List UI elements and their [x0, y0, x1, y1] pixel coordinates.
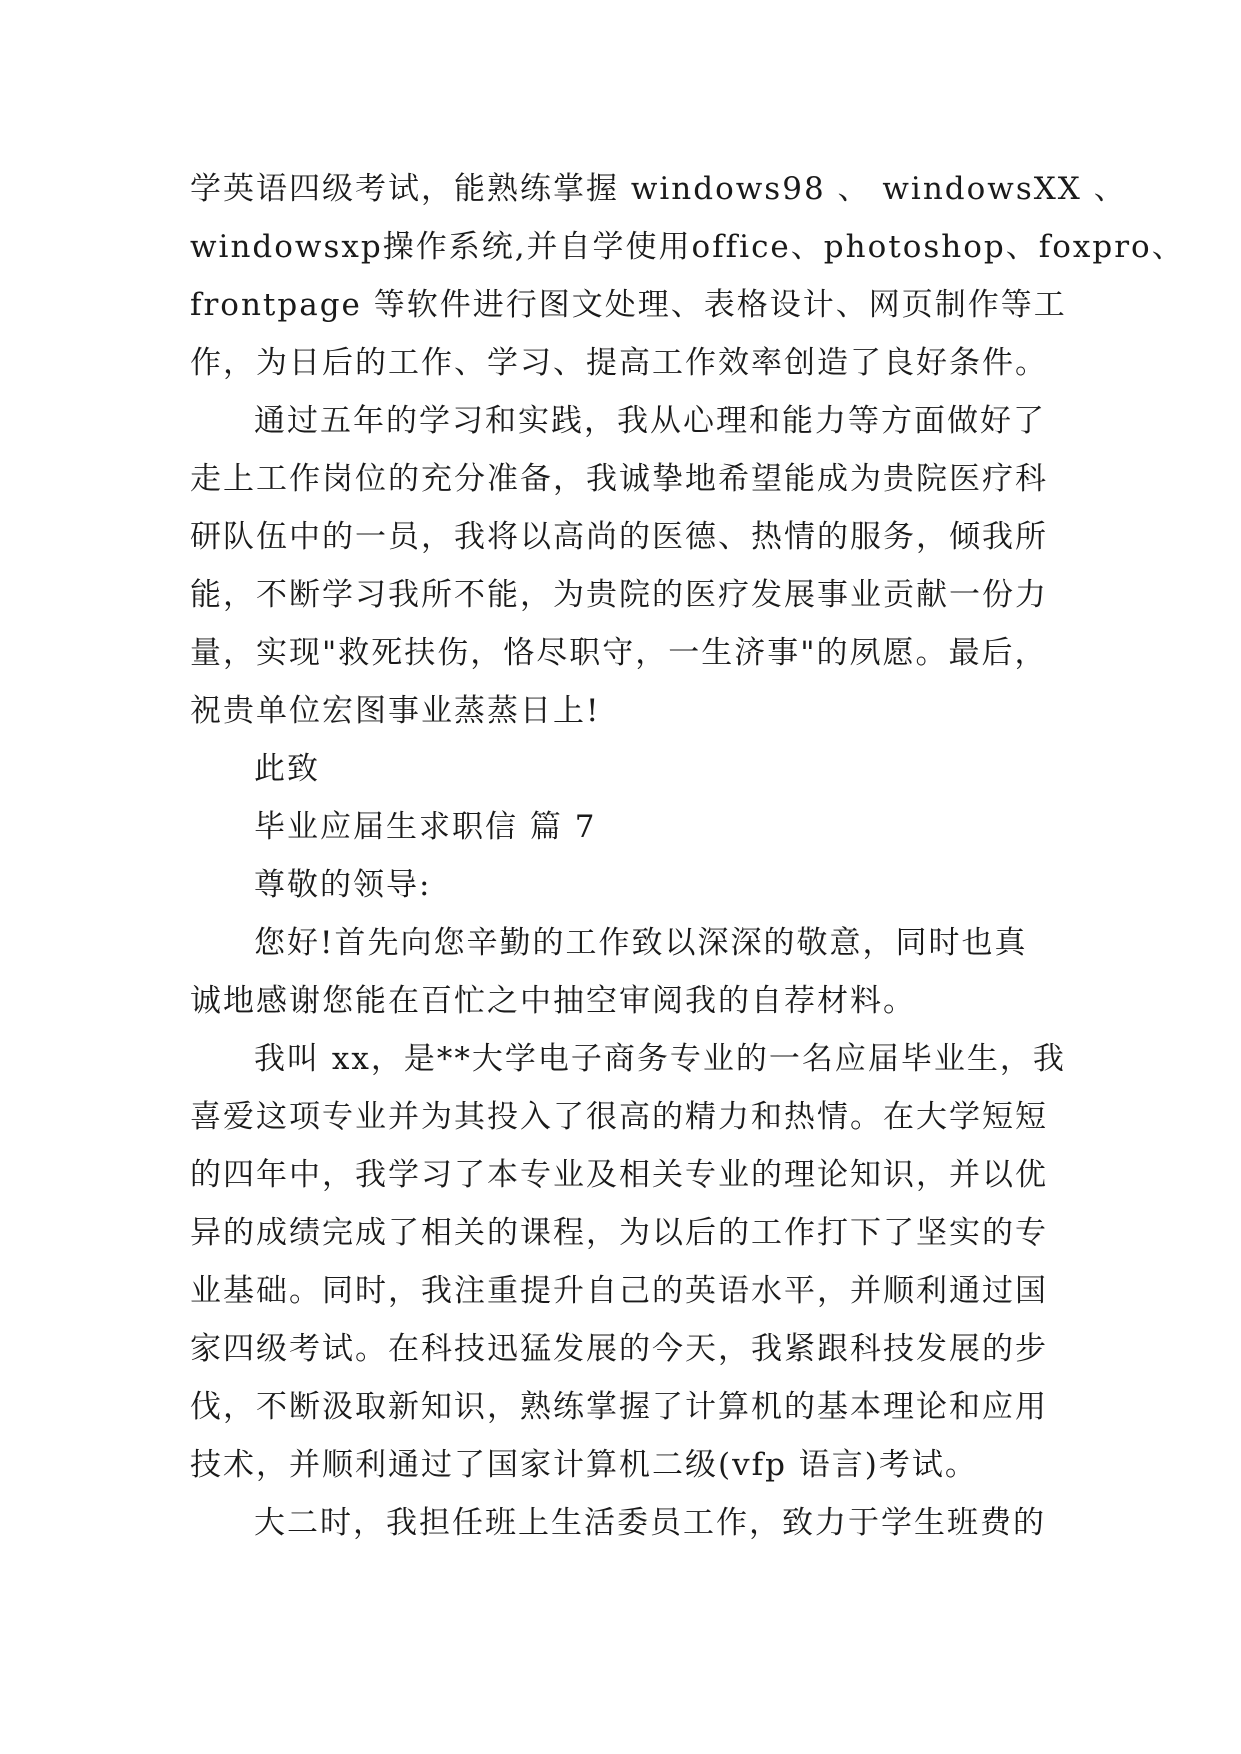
text-line: 毕业应届生求职信 篇 7 — [254, 809, 597, 845]
text-line: 的四年中，我学习了本专业及相关专业的理论知识，并以优 — [190, 1157, 1048, 1193]
text-line: 尊敬的领导: — [254, 867, 432, 903]
text-line: 家四级考试。在科技迅猛发展的今天，我紧跟科技发展的步 — [190, 1331, 1048, 1367]
text-line: 祝贵单位宏图事业蒸蒸日上! — [190, 693, 601, 729]
text-line: 异的成绩完成了相关的课程，为以后的工作打下了坚实的专 — [190, 1215, 1048, 1251]
text-line: 技术，并顺利通过了国家计算机二级(vfp 语言)考试。 — [190, 1447, 978, 1483]
text-line: 学英语四级考试，能熟练掌握 windows98 、 windowsXX 、 — [190, 171, 1127, 207]
text-line: 大二时，我担任班上生活委员工作，致力于学生班费的 — [254, 1505, 1046, 1541]
text-line: 诚地感谢您能在百忙之中抽空审阅我的自荐材料。 — [190, 983, 916, 1019]
text-line: 伐，不断汲取新知识，熟练掌握了计算机的基本理论和应用 — [190, 1389, 1048, 1425]
text-line: 作，为日后的工作、学习、提高工作效率创造了良好条件。 — [190, 345, 1048, 381]
text-line: 业基础。同时，我注重提升自己的英语水平，并顺利通过国 — [190, 1273, 1048, 1309]
text-line: windowsxp操作系统,并自学使用office、photoshop、foxpro、 — [190, 229, 1185, 265]
text-line: 此致 — [254, 751, 320, 787]
text-line: 量，实现"救死扶伤，恪尽职守，一生济事"的夙愿。最后， — [190, 635, 1048, 671]
text-line: 通过五年的学习和实践，我从心理和能力等方面做好了 — [254, 403, 1046, 439]
text-line: 能，不断学习我所不能，为贵院的医疗发展事业贡献一份力 — [190, 577, 1048, 613]
text-line: 走上工作岗位的充分准备，我诚挚地希望能成为贵院医疗科 — [190, 461, 1048, 497]
text-line: frontpage 等软件进行图文处理、表格设计、网页制作等工 — [190, 287, 1067, 323]
text-line: 喜爱这项专业并为其投入了很高的精力和热情。在大学短短 — [190, 1099, 1048, 1135]
text-line: 我叫 xx，是**大学电子商务专业的一名应届毕业生，我 — [254, 1041, 1066, 1077]
text-line: 研队伍中的一员，我将以高尚的医德、热情的服务，倾我所 — [190, 519, 1048, 555]
text-line: 您好!首先向您辛勤的工作致以深深的敬意，同时也真 — [254, 925, 1028, 961]
document-body — [190, 160, 1185, 1552]
